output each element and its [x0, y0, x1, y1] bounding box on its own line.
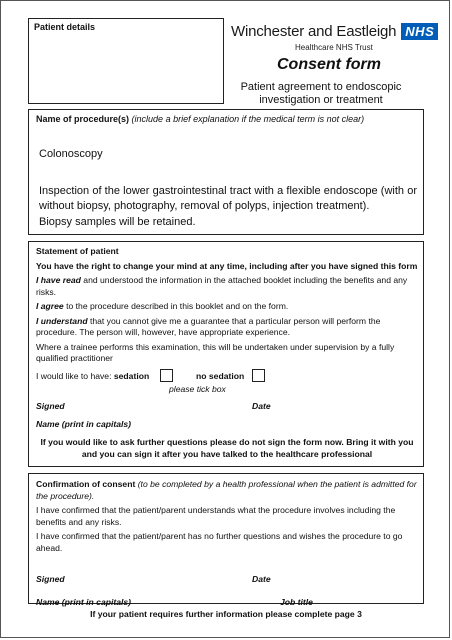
professional-job-title-field[interactable]: Job title — [280, 597, 313, 607]
patient-signature-row — [36, 398, 418, 416]
trust-subtitle: Healthcare NHS Trust — [295, 43, 373, 52]
patient-signed-field[interactable]: Signed — [36, 400, 65, 411]
professional-name-field[interactable]: Name (print in capitals) — [36, 597, 132, 607]
procedure-heading-note: (include a brief explanation if the medical term is not clear) — [131, 114, 365, 124]
patient-date-field[interactable]: Date — [252, 400, 271, 411]
sedation-row — [36, 368, 418, 384]
understand-lead: I understand — [36, 315, 88, 326]
agree-text: to the procedure described in this booklet and on the form. — [63, 301, 289, 311]
patient-details-box[interactable] — [28, 18, 224, 104]
understand-statement — [36, 316, 418, 339]
statement-of-patient-box — [28, 241, 424, 467]
procedure-description: Inspection of the lower gastrointestinal tract with a flexible endoscope (with or without biopsy, photography, removal of polyps, injection treatment). — [39, 185, 417, 212]
confirmation-heading-note: (to be completed by a health professional when the patient is admitted for the procedure). — [36, 479, 417, 501]
confirmation-heading — [36, 479, 418, 502]
sedation-prompt: I would like to have: — [36, 370, 114, 381]
confirmation-of-consent-box — [28, 473, 424, 607]
procedure-retained-note: Biopsy samples will be retained. — [39, 216, 196, 228]
trust-header — [231, 23, 438, 40]
footer-note: If your patient requires further information please complete page 3 — [90, 609, 362, 619]
patient-name-row — [36, 416, 418, 434]
professional-date-field[interactable]: Date — [252, 574, 271, 584]
sign-warning: If you would like to ask further questions please do not sign the form now. Bring it with you and you can sign it after you have talked to the healthcare professional — [40, 436, 414, 459]
agree-lead: I agree — [36, 301, 64, 311]
no-sedation-checkbox[interactable] — [252, 369, 265, 382]
professional-signature-row — [36, 571, 418, 589]
confirmation-no-questions: I have confirmed that the patient/parent has no further questions and wishes the procedure to go ahead. — [36, 531, 403, 553]
form-title: Consent form — [277, 56, 381, 73]
sedation-checkbox[interactable] — [160, 369, 173, 382]
trust-name: Winchester and Eastleigh — [231, 23, 397, 40]
no-sedation-label: no sedation — [196, 370, 245, 381]
sedation-label: sedation — [113, 370, 150, 381]
understand-text: that you cannot give me a guarantee that a particular person will perform the procedure. The person will, however, have appropriate experience. — [36, 315, 381, 337]
form-subtitle: Patient agreement to endoscopic investigation or treatment — [240, 81, 402, 106]
procedure-name: Colonoscopy — [39, 148, 103, 160]
procedure-heading — [36, 114, 364, 124]
confirmation-understands: I have confirmed that the patient/parent understands what the procedure involves including the benefits and any risks. — [36, 505, 396, 527]
trainee-statement: Where a trainee performs this examination, this will be undertaken under supervision by a fully qualified practitioner — [36, 341, 395, 363]
statement-heading: Statement of patient — [36, 246, 119, 256]
procedure-box — [28, 109, 424, 235]
confirmation-heading-label: Confirmation of consent — [36, 479, 136, 489]
have-read-lead: I have read — [36, 275, 81, 285]
nhs-logo: NHS — [401, 23, 438, 40]
have-read-statement — [36, 275, 418, 298]
patient-name-field[interactable]: Name (print in capitals) — [36, 418, 132, 429]
patient-details-label: Patient details — [34, 22, 96, 32]
professional-signed-field[interactable]: Signed — [36, 574, 65, 584]
agree-statement — [36, 301, 418, 313]
right-to-change: You have the right to change your mind at any time, including after you have signed this form — [36, 260, 418, 271]
tick-box-note: please tick box — [169, 383, 226, 394]
have-read-text: and understood the information in the attached booklet including the benefits and any risks. — [36, 275, 408, 297]
procedure-heading-label: Name of procedure(s) — [36, 114, 130, 124]
